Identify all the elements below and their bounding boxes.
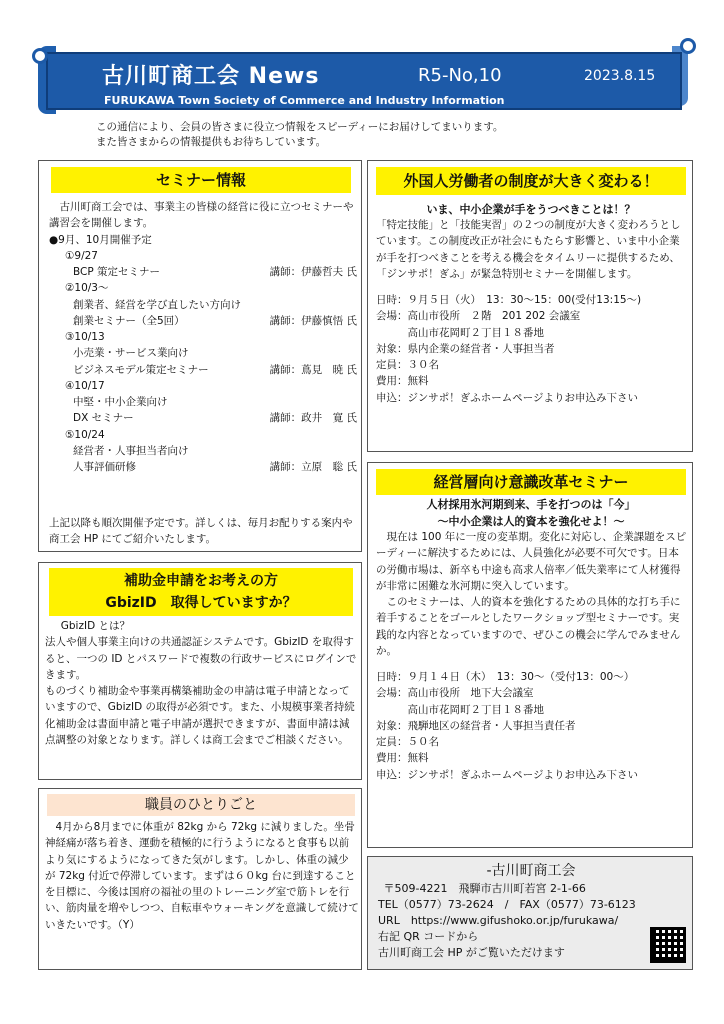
seminar-item-lecturer: 講師：蔦見 暁 氏 xyxy=(269,363,357,376)
intro-text xyxy=(96,120,616,150)
foreign-body: 「特定技能」と「技能実習」の２つの制度が大きく変わろうとしています。この制度改正が社会にもたらす影響と、いま中小企業が手を打つべきことを考える機会をタイムリーに提供するため、「ジンサポ！ぎふ」が緊急特別セミナーを開催します。 xyxy=(376,219,681,280)
seminar-item-title: DX セミナー xyxy=(73,412,134,425)
foreign-venue: 会場：高山市役所 ２階 201 202 会議室 xyxy=(376,310,581,323)
staff-section xyxy=(38,788,362,970)
seminar-item-desc: 経営者・人事担当者向け xyxy=(73,444,189,457)
mgmt-target: 対象：飛騨地区の経営者・人事担当責任者 xyxy=(376,719,576,732)
spacer xyxy=(376,659,688,669)
staff-heading: 職員のひとりごと xyxy=(47,794,355,816)
seminar-item-title: ビジネスモデル策定セミナー xyxy=(73,363,209,376)
foreign-datetime: 日時：９月５日（火） 13：30～15：00(受付13:15～) xyxy=(376,294,642,307)
seminar-item-lecturer: 講師：伊藤慎悟 氏 xyxy=(269,314,357,327)
intro-line-2: また皆さまからの情報提供もお待ちしています。 xyxy=(96,136,327,149)
gbiz-content xyxy=(45,618,359,748)
newsletter-subtitle: FURUKAWA Town Society of Commerce and Industry Information xyxy=(104,94,505,107)
seminar-item-date: ②10/3～ xyxy=(65,282,109,295)
contact-details xyxy=(378,881,678,961)
foreign-content xyxy=(376,217,688,406)
gbiz-heading-line1: 補助金申請をお考えの方 xyxy=(124,573,278,589)
seminar-item-desc: 小売業・サービス業向け xyxy=(73,347,189,360)
mgmt-datetime: 日時：９月１４日（木） 13：30～（受付13：00～） xyxy=(376,671,635,684)
seminar-item-lecturer: 講師：政井 寛 氏 xyxy=(269,412,357,425)
mgmt-address: 高山市花岡町２丁目１８番地 xyxy=(407,703,544,716)
issue-date: 2023.8.15 xyxy=(584,68,656,84)
seminar-item-date: ⑤10/24 xyxy=(65,428,105,441)
gbiz-paragraph-1: 法人や個人事業主向けの共通認証システムです。GbizID を取得すると、一つの ID とパスワードで複数の行政サービスにログインできます。 xyxy=(45,636,357,681)
foreign-apply: 申込：ジンサポ！ぎふホームページよりお申込み下さい xyxy=(376,391,639,404)
organization-contact xyxy=(367,856,693,970)
seminar-item xyxy=(49,264,357,280)
mgmt-subheading-1: 人材採用氷河期到来、手を打つのは「今」 xyxy=(426,498,636,511)
mgmt-venue: 会場：高山市役所 地下大会議室 xyxy=(376,687,534,700)
tel-fax: TEL（0577）73-2624 / FAX（0577）73-6123 xyxy=(378,897,636,911)
gbiz-heading xyxy=(49,568,353,616)
organization-name: -古川町商工会 xyxy=(486,863,576,879)
foreign-capacity: 定員：３０名 xyxy=(376,359,439,372)
banner-curl-right xyxy=(680,38,696,54)
mgmt-capacity: 定員：５０名 xyxy=(376,736,439,749)
seminar-item-desc: 創業者、経営を学び直したい方向け xyxy=(73,298,241,311)
foreign-address: 高山市花岡町２丁目１８番地 xyxy=(407,326,544,339)
qr-note-1: 右記 QR コードから xyxy=(378,929,479,943)
qr-code-icon[interactable] xyxy=(650,927,686,963)
seminar-item-desc: 中堅・中小企業向け xyxy=(73,396,168,409)
mgmt-subheading xyxy=(368,497,694,530)
gbiz-question: GbizID とは？ xyxy=(60,620,130,632)
foreign-worker-section xyxy=(367,160,693,452)
seminar-item xyxy=(49,313,357,329)
qr-note-2: 古川町商工会 HP がご覧いただけます xyxy=(378,945,565,959)
seminar-section xyxy=(38,160,362,552)
management-seminar-section xyxy=(367,462,693,848)
seminar-item-title: BCP 策定セミナー xyxy=(73,266,161,279)
seminar-heading: セミナー情報 xyxy=(51,167,351,193)
staff-body: 4月から8月までに体重が 82kg から 72kg に減りました。坐骨神経痛が落ち着き、運動を積極的に行うようになると食事も以前より気にするようになってきた気がします。しかし、体重の減少が 72kg 付近で停滞しています。まずは６０kg 台に到達することを目標に、今後は国府の福祉の里のトレーニング室で筋トレを行い、筋肉量を増やしつつ、自転車やウォーキングを意識して続けていきたいです。（Y） xyxy=(45,821,359,931)
gbiz-paragraph-2: ものづくり補助金や事業再構築補助金の申請は電子申請となっていますので、GbizID の取得が必須です。また、小規模事業者持続化補助金は書面申請と電子申請が選択できますが、書面申請は減点調整の対象となります。詳しくは商工会までご相談ください。 xyxy=(45,685,355,746)
seminar-item-lecturer: 講師：立原 聡 氏 xyxy=(269,461,357,474)
seminar-lead: 古川町商工会では、事業主の皆様の経営に役に立つセミナーや講習会を開催します。 xyxy=(49,201,354,230)
seminar-item-title: 人事評価研修 xyxy=(73,461,136,474)
seminar-item-date: ③10/13 xyxy=(65,331,105,344)
foreign-subheading: いま、中小企業が手をうつべきことは！？ xyxy=(426,203,636,216)
website-url[interactable]: URL https://www.gifushoko.or.jp/furukawa/ xyxy=(378,913,619,927)
seminar-footnote: 上記以降も順次開催予定です。詳しくは、毎月お配りする案内や商工会 HP にてご紹介いたします。 xyxy=(49,517,353,546)
foreign-target: 対象：県内企業の経営者・人事担当者 xyxy=(376,342,555,355)
seminar-schedule-label: ●9月、10月開催予定 xyxy=(49,233,152,246)
foreign-heading: 外国人労働者の制度が大きく変わる！ xyxy=(376,167,686,195)
seminar-item-date: ④10/17 xyxy=(65,379,105,392)
postal-address: 〒509-4221 飛騨市古川町若宮 2-1-66 xyxy=(383,882,586,895)
gbiz-section xyxy=(38,562,362,780)
seminar-item-lecturer: 講師：伊藤哲夫 氏 xyxy=(269,266,357,279)
seminar-item-title: 創業セミナー（全5回） xyxy=(73,314,185,327)
mgmt-fee: 費用：無料 xyxy=(376,752,429,765)
banner-body xyxy=(46,52,682,110)
header-banner xyxy=(38,46,688,114)
banner-curl-left xyxy=(32,48,48,64)
gbiz-heading-line2: GbizID 取得していますか？ xyxy=(105,595,297,611)
mgmt-paragraph-1: 現在は 100 年に一度の変革期。変化に対応し、企業課題をスピーディーに解決するためには、人員強化が必要不可欠です。日本の労働市場は、新卒も中途も高求人倍率／低失業率にて人材獲得が非常に困難な氷河期に突入しています。 xyxy=(376,531,687,592)
foreign-fee: 費用：無料 xyxy=(376,375,429,388)
seminar-item xyxy=(49,410,357,426)
mgmt-heading: 経営層向け意識改革セミナー xyxy=(376,469,686,495)
mgmt-paragraph-2: このセミナーは、人的資本を強化するための具体的な打ち手に着手することをゴールとしたワークショップ型セミナーです。実践的な内容となっていますので、ぜひこの機会に学んでみませんか。 xyxy=(376,596,681,657)
mgmt-subheading-2: ～中小企業は人的資本を強化せよ！～ xyxy=(437,514,625,528)
seminar-content xyxy=(49,199,357,476)
spacer xyxy=(376,282,688,292)
issue-number: R5-No,10 xyxy=(418,65,502,86)
seminar-item xyxy=(49,362,357,378)
mgmt-apply: 申込：ジンサポ！ぎふホームページよりお申込み下さい xyxy=(376,768,639,781)
newsletter-title: 古川町商工会 News xyxy=(102,64,320,89)
seminar-item xyxy=(49,459,357,475)
mgmt-content xyxy=(376,529,688,783)
seminar-item-date: ①9/27 xyxy=(65,249,98,262)
intro-line-1: この通信により、会員の皆さまに役立つ情報をスピーディーにお届けしてまいります。 xyxy=(96,121,504,133)
